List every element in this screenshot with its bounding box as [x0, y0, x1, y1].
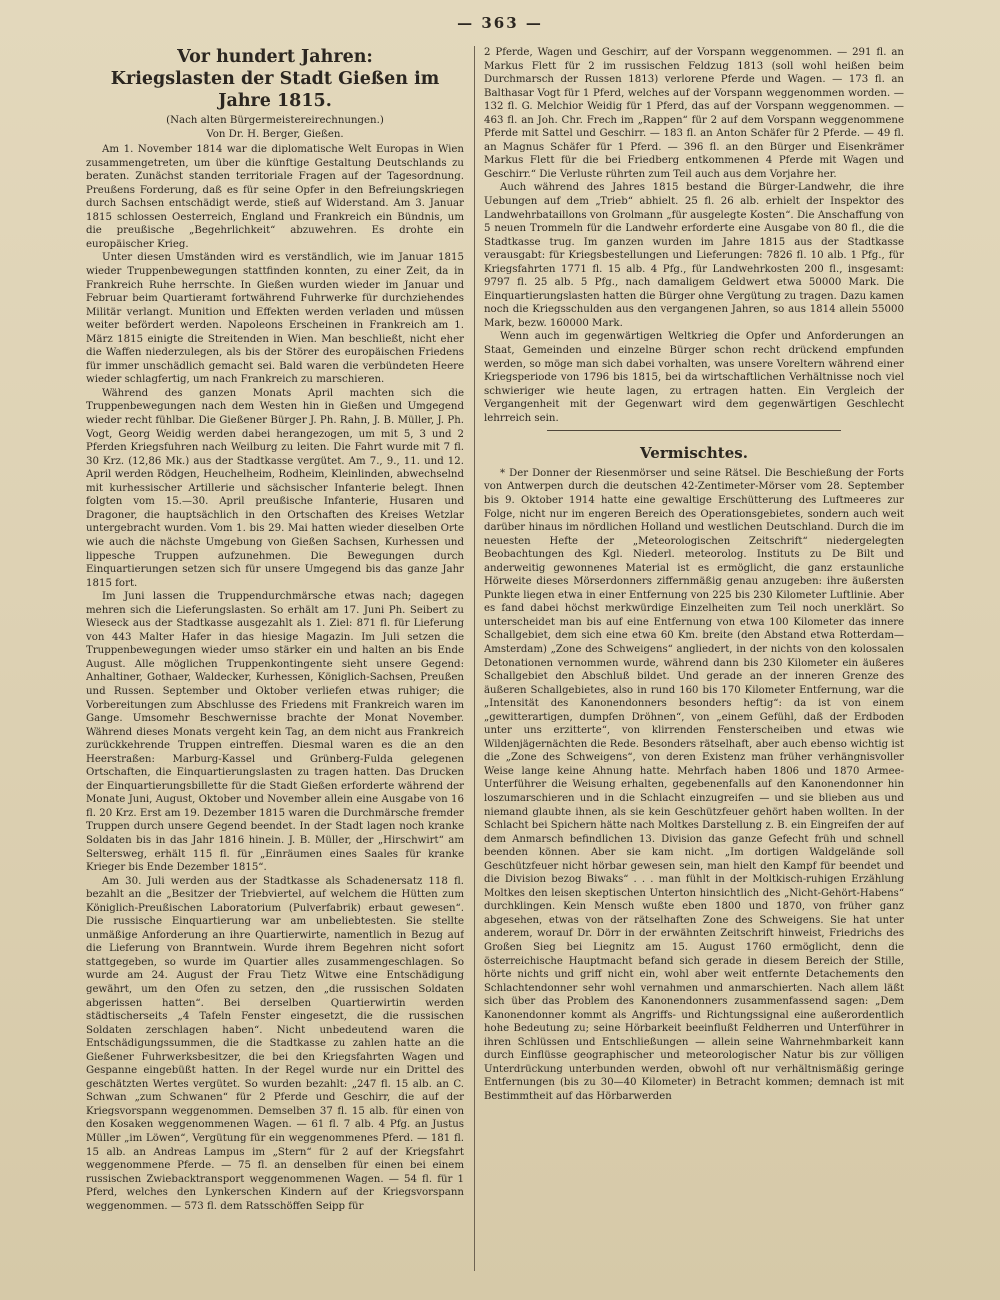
- article-paragraph: Im Juni lassen die Truppendurchmärsche etwas nach; dagegen mehren sich die Lieferungslasten. So erhält am 17. Juni Ph. Seibert zu Wieseck aus der Stadtkasse ausgezahlt als 1. Ziel: 871 fl. für Lieferung von 443 Malter Hafer in das hiesige Magazin. Im Juli setzen die Truppenbewegungen wieder umso stärker ein und halten an bis Ende August. Alle möglichen Truppenkontingente sieht unsere Gegend: Anhaltiner, Gothaer, Waldecker, Kurhessen, Königlich-Sachsen, Preußen und Russen. September und Oktober verliefen etwas ruhiger; die Vorbereitungen zum Abschlusse des Friedens mit Frankreich waren im Gange. Umsomehr Beschwernisse brachte der Monat November. Während dieses Monats vergeht kein Tag, an dem nicht aus Frankreich zurückkehrende Truppen eintreffen. Diesmal waren es die an den Heerstraßen: Marburg-Kassel und Grünberg-Fulda gelegenen Ortschaften, die Einquartierungslasten zu tragen hatten. Das Drucken der Einquartierungsbillette für die Stadt Gießen erforderte während der Monate Juni, August, Oktober und November allein eine Ausgabe von 16 fl. 20 Krz. Erst am 19. Dezember 1815 waren die Durchmärsche fremder Truppen durch unsere Gegend beendet. In der Stadt lagen noch kranke Soldaten bis in das Jahr 1816 hinein. J. B. Müller, der „Hirschwirt“ am Seltersweg, erhält 115 fl. für „Einräumen eines Saales für kranke Krieger bis Ende Dezember 1815“.: [86, 591, 464, 874]
- article-subtitle: (Nach alten Bürgermeistereirechnungen.): [166, 115, 384, 126]
- article-paragraph: Am 30. Juli werden aus der Stadtkasse als Schadenersatz 118 fl. bezahlt an die „Besitzer der Triebviertel, auf welchem die Hütten zum Königlich-Preußischen Laboratorium (Pulverfabrik) erbaut gewesen“. Die russische Einquartierung war am unbeliebtesten. Sie stellte unmäßige Anforderung an ihre Quartierwirte, namentlich in Bezug auf die Lieferung von Branntwein. Wurde ihrem Begehren nicht sofort stattgegeben, so wurde im Quartier alles zusammengeschlagen. So wurde am 24. August der Frau Tietz Witwe eine Entschädigung gewährt, um den Ofen zu setzen, den „die russischen Soldaten abgerissen hatten“. Bei derselben Quartierwirtin werden städtischerseits „4 Tafeln Fenster eingesetzt, die die russischen Soldaten zerschlagen haben“. Nicht unbedeutend waren die Entschädigungssummen, die die Stadtkasse zu zahlen hatte an die Gießener Fuhrwerksbesitzer, die bei den Kriegsfahrten Wagen und Gespanne eingebüßt hatten. In der Regel wurde nur ein Drittel des geschätzten Wertes vergütet. So wurden bezahlt: „247 fl. 15 alb. an C. Schwan „zum Schwanen“ für 2 Pferde und Geschirr, die auf der Kriegsvorspann weggenommen. Demselben 37 fl. 15 alb. für einen von den Kosaken weggenommenen Wagen. — 61 fl. 7 alb. 4 Pfg. an Justus Müller „im Löwen“, Vergütung für ein weggenommenes Pferd. — 181 fl. 15 alb. an Andreas Lampus im „Stern“ für 2 auf der Kriegsfahrt weggenommene Pferde. — 75 fl. an denselben für einen bei einem russischen Zwiebacktransport weggenommenen Wagen. — 54 fl. für 1 Pferd, welches den Lynkerschen Kindern auf der Kriegsvorspann weggenommen. — 573 fl. dem Ratsschöffen Seipp für: [86, 875, 464, 1212]
- article-title: [86, 46, 464, 112]
- article-author: Von Dr. H. Berger, Gießen.: [206, 128, 344, 140]
- section-separator: [547, 430, 841, 431]
- article-title-line-1: Vor hundert Jahren:: [177, 47, 373, 67]
- left-column: [86, 46, 464, 1276]
- right-column: [484, 46, 904, 1276]
- column-divider: [474, 46, 475, 1271]
- article-paragraph: 2 Pferde, Wagen und Geschirr, auf der Vorspann weggenommen. — 291 fl. an Markus Flett für 2 im russischen Feldzug 1813 (soll wohl heißen beim Durchmarsch der Russen 1813) verlorene Pferde und Wagen. — 173 fl. an Balthasar Vogt für 1 Pferd, welches auf der Vorspann weggenommen worden. — 132 fl. G. Melchior Weidig für 1 Pferd, das auf der Vorspann weggenommen. — 463 fl. an Joh. Chr. Frech im „Rappen“ für 2 auf dem Vorspann weggenommene Pferde mit Sattel und Geschirr. — 183 fl. an Anton Schäfer für 2 Pferde. — 49 fl. an Magnus Schäfer für 1 Pferd. — 396 fl. an den Bürger und Eisenkrämer Markus Flett für die bei Friedberg entkommenen 4 Pferde mit Wagen und Geschirr.“ Die Verluste rührten zum Teil auch aus dem Vorjahre her.: [484, 47, 904, 180]
- article-paragraph: Während des ganzen Monats April machten sich die Truppenbewegungen nach dem Westen hin in Gießen und Umgegend wieder recht fühlbar. Die Gießener Bürger J. Ph. Rahn, J. B. Müller, J. Ph. Vogt, Georg Weidig werden dabei herangezogen, um mit 5, 3 und 2 Pferden Kriegsfuhren nach Weilburg zu leiten. Die Fahrt wurde mit 7 fl. 30 Krz. (12,86 Mk.) aus der Stadtkasse vergütet. Am 7., 9., 11. und 12. April werden Rödgen, Heuchelheim, Rodheim, Kleinlinden, abwechselnd mit kurhessischer Artillerie und sächsischer Infanterie belegt. Ihnen folgten vom 15.—30. April preußische Infanterie, Husaren und Dragoner, die hauptsächlich in den Ortschaften des Kreises Wetzlar untergebracht wurden. Vom 1. bis 29. Mai hatten wieder dieselben Orte wie auch die nächste Umgebung von Gießen Sachsen, Kurhessen und lippesche Truppen aufzunehmen. Die Bewegungen durch Einquartierungen setzen sich für unsere Umgegend bis das ganze Jahr 1815 fort.: [86, 387, 464, 589]
- article-paragraph: Am 1. November 1814 war die diplomatische Welt Europas in Wien zusammengetreten, um über die künftige Gestaltung Deutschlands zu beraten. Zunächst standen territoriale Fragen auf der Tagesordnung. Preußens Forderung, daß es für seine Opfer in den Befreiungskriegen durch Sachsen entschädigt werde, stieß auf Widerstand. Am 3. Januar 1815 schlossen Oesterreich, England und Frankreich ein Bündnis, um die preußische „Begehrlichkeit“ abzuwehren. Es drohte ein europäischer Krieg.: [86, 144, 464, 250]
- article-paragraph: Wenn auch im gegenwärtigen Weltkrieg die Opfer und Anforderungen an Staat, Gemeinden und einzelne Bürger schon recht drückend empfunden werden, so möge man sich dabei vorhalten, was unsere Voreltern während einer Kriegsperiode von 1796 bis 1815, bei da wirtschaftlichen Verhältnisse noch viel schwieriger wie heute lagen, zu ertragen hatten. Ein Vergleich der Vergangenheit mit der Gegenwart wird dem gegenwärtigen Geschlecht lehrreich sein.: [484, 331, 904, 424]
- misc-section: [484, 467, 904, 1104]
- article-title-line-2: Kriegslasten der Stadt Gießen im Jahre 1815.: [110, 69, 440, 111]
- section-title: Vermischtes.: [640, 444, 748, 463]
- article-paragraph: Auch während des Jahres 1815 bestand die Bürger-Landwehr, die ihre Uebungen auf dem „Trieb“ abhielt. 25 fl. 26 alb. erhielt der Inspektor des Landwehrbataillons von Grolmann „für ausgelegte Kosten“. Die Anschaffung von 5 neuen Trommeln für die Landwehr erforderte eine Ausgabe von 80 fl., die die Stadtkasse trug. Im ganzen wurden im Jahre 1815 aus der Stadtkasse verausgabt: für Kriegsbestellungen und Lieferungen: 7826 fl. 10 alb. 1 Pfg., für Kriegsfahrten 1771 fl. 15 alb. 4 Pfg., für Landwehrkosten 200 fl., insgesamt: 9797 fl. 25 alb. 5 Pfg., nach damaligem Geldwert etwa 50000 Mark. Die Einquartierungslasten hatten die Bürger ohne Vergütung zu tragen. Dazu kamen noch die Kriegsschulden aus den vergangenen Jahren, so aus 1814 allein 55000 Mark, bezw. 160000 Mark.: [484, 182, 904, 329]
- page-number: — 363 —: [457, 14, 543, 32]
- misc-paragraph: * Der Donner der Riesenmörser und seine Rätsel. Die Beschießung der Forts von Antwerpen durch die deutschen 42-Zentimeter-Mörser vom 28. September bis 9. Oktober 1914 hatte eine gewaltige Erschütterung des Luftmeeres zur Folge, nicht nur im engeren Bereich des Operationsgebietes, sondern auch weit darüber hinaus im nördlichen Holland und westlichen Deutschland. Durch die im neuesten Hefte der „Meteorologischen Zeitschrift“ niedergelegten Beobachtungen des Kgl. Niederl. meteorolog. Instituts zu De Bilt und anderweitig gewonnenes Material ist es ermöglicht, die ganz erstaunliche Hörweite dieses Mörserdonners ziffernmäßig genau anzugeben: ihre äußersten Punkte liegen etwa in einer Entfernung von 225 bis 230 Kilometer Luftlinie. Aber es fand dabei höchst merkwürdige Einzelheiten zum Teil noch unerklärt. So unterscheidet man bis auf eine Entfernung von etwa 100 Kilometer das innere Schallgebiet, dem sich eine etwa 60 Km. breite (den Abstand etwa Rotterdam—Amsterdam) „Zone des Schweigens“ angliedert, in der nichts von den kolossalen Detonationen vernommen wurde, während dann bis 230 Kilometer ein äußeres Schallgebiet den Abschluß bildet. Und gerade an der inneren Grenze des äußeren Schallgebietes, also in rund 160 bis 170 Kilometer Entfernung, war die „Intensität des Kanonendonners besonders heftig“: da ist von einem „gewitterartigen, dumpfen Dröhnen“, von „einem Gefühl, daß der Erdboden unter uns erzitterte“, von klirrenden Fensterscheiben und etwas wie Wildenjägernächten die Rede. Besonders rätselhaft, aber auch ebenso wichtig ist die „Zone des Schweigens“, von deren Existenz man früher verhängnisvoller Weise lange keine Ahnung hatte. Mehrfach haben 1806 und 1870 Armee-Unterführer die Weisung erhalten, gegebenenfalls auf den Kanonendonner hin loszumarschieren und in die Schlacht einzugreifen — und sie blieben aus und niemand glaubte ihnen, als sie kein Geschützfeuer gehört haben wollten. In der Schlacht bei Spichern hätte nach Moltkes Darstellung z. B. ein Eingreifen der auf dem Anmarsch befindlichen 13. Division das ganze Gefecht früh und schnell beenden können. Aber sie kam nicht. „Im dortigen Waldgelände soll Geschützfeuer nicht hörbar gewesen sein, man hielt den Kampf für beendet und die Division bezog Biwaks“ . . . man fühlt in der Moltkisch-ruhigen Erzählung Moltkes den leisen skeptischen Unterton hinsichtlich des „Nicht-Gehört-Habens“ durchklingen. Kein Mensch wußte eben 1800 und 1870, von früher ganz abgesehen, etwas von der rätselhaften Zone des Schweigens. Sie hat unter anderem, worauf Dr. Dörr in der erwähnten Zeitschrift hinweist, Friedrichs des Großen Sieg bei Liegnitz am 15. August 1760 ermöglicht, denn die österreichische Hauptmacht befand sich gerade in diesem Bereich der Stille, hörte nichts und griff nicht ein, wohl aber weit entfernte Detachements den Schlachtendonner sehr wohl vernahmen und anmarschierten. Nach allem läßt sich über das Problem des Kanonendonners zusammenfassend sagen: „Dem Kanonendonner kommt als Angriffs- und Richtungssignal eine außerordentlich hohe Bedeutung zu; seine Hörbarkeit beeinflußt Feldherren und Unterführer in ihren Schlüssen und Entschließungen — allein seine Wahrnehmbarkeit kann durch Einflüsse geographischer und meteorologischer Natur bis zur völligen Unterdrückung unterbunden werden, obwohl oft nur verhältnismäßig geringe Entfernungen (bis zu 30—40 Kilometer) in Betracht kommen; demnach ist mit Bestimmtheit auf das Hörbarwerden: [484, 467, 904, 1103]
- article-paragraph: Unter diesen Umständen wird es verständlich, wie im Januar 1815 wieder Truppenbewegungen stattfinden konnten, zu einer Zeit, da in Frankreich Ruhe herrschte. In Gießen wurden wieder im Januar und Februar beim Quartieramt fortwährend Fuhrwerke für durchziehendes Militär verlangt. Munition und Effekten werden verladen und müssen weiter befördert werden. Napoleons Erscheinen in Frankreich am 1. März 1815 einigte die Streitenden in Wien. Man beschließt, nicht eher die Waffen niederzulegen, als bis der Störer des europäischen Friedens für immer unschädlich gemacht sei. Bald waren die verbündeten Heere wieder schlagfertig, um nach Frankreich zu marschieren.: [86, 252, 464, 386]
